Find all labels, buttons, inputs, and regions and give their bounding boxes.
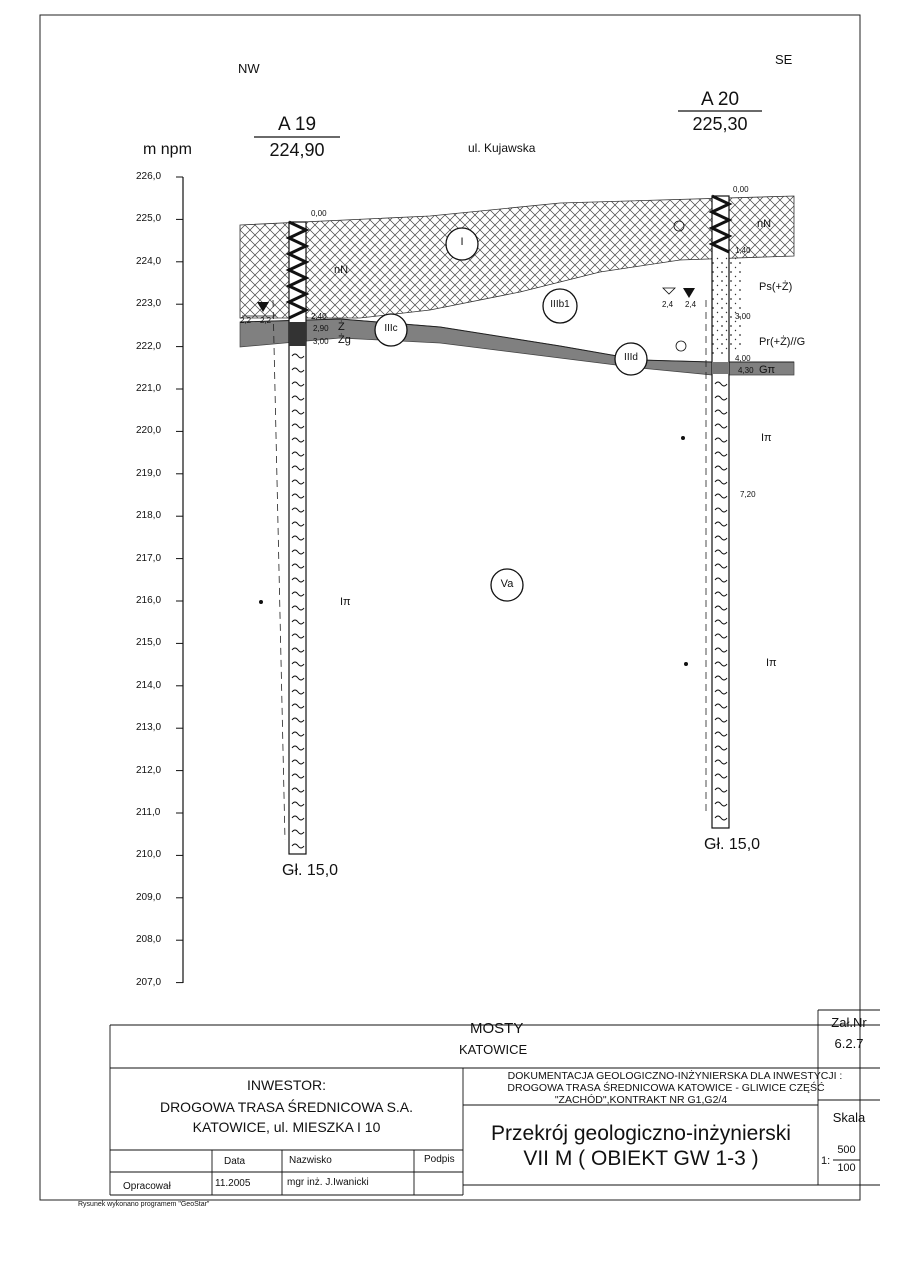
- tb-investor-name: DROGOWA TRASA ŚREDNICOWA S.A.: [159, 1099, 414, 1115]
- street-name: ul. Kujawska: [468, 141, 536, 155]
- a19-soil-Zg: Żg: [338, 334, 351, 346]
- layer-IIIc-label: IIIc: [384, 323, 398, 334]
- tb-scale-prefix: 1:: [821, 1155, 831, 1167]
- layer-IIId-label: IIId: [624, 352, 638, 363]
- tb-col-data: Data: [224, 1156, 246, 1167]
- a20-soil-Ipi-1: Iπ: [761, 432, 772, 444]
- tb-col-name: Nazwisko: [289, 1155, 332, 1166]
- a19-water-1: 2,2: [240, 316, 252, 325]
- a20-soil-Pr: Pr(+Ż)//G: [759, 336, 806, 348]
- a19-depth-2: 2,90: [313, 324, 329, 333]
- orientation-se: SE: [775, 52, 793, 67]
- axis-tick-label: 209,0: [136, 891, 162, 903]
- layer-Va-label: Va: [500, 578, 514, 590]
- axis-tick-label: 208,0: [136, 934, 162, 946]
- axis-tick-label: 222,0: [136, 340, 162, 352]
- tb-investor-label: INWESTOR:: [246, 1077, 327, 1093]
- axis-tick-label: 225,0: [136, 213, 162, 225]
- a19-soil-Z: Ż: [338, 321, 345, 333]
- a20-depth-5: 7,20: [740, 490, 756, 499]
- axis-tick-label: 211,0: [136, 807, 161, 818]
- a20-depth-0: 0,00: [733, 185, 749, 194]
- axis-tick-label: 221,0: [136, 383, 162, 394]
- axis-unit-label: m npm: [143, 141, 192, 158]
- a20-depth-2: 3,00: [735, 312, 751, 321]
- a19-soil-nN: nN: [334, 264, 349, 276]
- a19-depth-1: 2,40: [311, 312, 327, 321]
- tb-sheet-label: Zał.Nr: [831, 1015, 867, 1030]
- axis-tick-label: 216,0: [136, 595, 162, 606]
- a20-depth-1: 1,40: [735, 246, 751, 255]
- borehole-A19-id: A 19: [277, 114, 317, 135]
- a20-soil-Ipi-2: Iπ: [766, 657, 777, 669]
- tb-row-label: Opracował: [123, 1181, 171, 1192]
- axis-tick-label: 219,0: [136, 467, 162, 479]
- a20-depth-4: 4,30: [738, 366, 754, 375]
- tb-city: KATOWICE: [459, 1042, 528, 1057]
- axis-tick-label: 210,0: [136, 849, 162, 861]
- tb-doc-line3: "ZACHÓD",KONTRAKT NR G1,G2/4: [554, 1094, 728, 1106]
- tb-doc-line1: DOKUMENTACJA GEOLOGICZNO-INŻYNIERSKA DLA INWESTYCJI :: [507, 1070, 843, 1082]
- tb-scale-vertical: 100: [837, 1162, 856, 1174]
- axis-tick-label: 220,0: [136, 425, 162, 437]
- a20-soil-nN: nN: [757, 218, 772, 230]
- tb-doc-line2: DROGOWA TRASA ŚREDNICOWA KATOWICE - GLIWICE CZĘŚĆ: [507, 1082, 825, 1094]
- tb-col-sign: Podpis: [424, 1154, 455, 1165]
- layer-I-label: I: [460, 236, 464, 248]
- borehole-A20-elevation: 225,30: [692, 114, 748, 134]
- axis-tick-label: 212,0: [136, 764, 162, 776]
- axis-tick-label: 215,0: [136, 637, 162, 649]
- tb-scale-horizontal: 500: [837, 1144, 856, 1156]
- tb-drawing-title-1: Przekrój geologiczno-inżynierski: [491, 1122, 791, 1145]
- a20-soil-Gpi: Gπ: [759, 364, 776, 376]
- a20-depth-3: 4,00: [735, 354, 751, 363]
- a19-water-2: 2,2: [260, 316, 272, 325]
- tb-project: MOSTY: [470, 1020, 524, 1037]
- axis-tick-label: 218,0: [136, 510, 162, 522]
- a20-water-1: 2,4: [662, 300, 674, 309]
- axis-tick-label: 223,0: [136, 298, 162, 310]
- tb-sheet-no: 6.2.7: [834, 1036, 864, 1051]
- orientation-nw: NW: [238, 61, 260, 76]
- tb-scale-label: Skala: [832, 1110, 866, 1125]
- axis-tick-label: 217,0: [136, 552, 162, 564]
- axis-tick-label: 226,0: [136, 171, 162, 182]
- tb-row-date: 11.2005: [215, 1178, 251, 1189]
- a20-water-2: 2,4: [685, 300, 697, 309]
- layer-IIIb1-label: IIIb1: [550, 299, 570, 310]
- axis-tick-label: 214,0: [136, 679, 162, 691]
- a19-depth-3: 3,00: [313, 337, 329, 346]
- borehole-A19-elevation: 224,90: [269, 140, 325, 160]
- a19-soil-Ipi: Iπ: [340, 596, 351, 608]
- borehole-A20-id: A 20: [700, 89, 740, 110]
- tb-investor-address: KATOWICE, ul. MIESZKA I 10: [192, 1119, 381, 1135]
- tb-drawing-title-2: VII M ( OBIEKT GW 1-3 ): [523, 1147, 759, 1170]
- a19-depth-total: Gł. 15,0: [282, 862, 339, 879]
- axis-tick-label: 213,0: [136, 722, 162, 734]
- axis-tick-label: 207,0: [136, 976, 162, 988]
- footer-note: Rysunek wykonano programem "GeoStar": [78, 1201, 210, 1208]
- tb-row-name: mgr inż. J.Iwanicki: [287, 1177, 369, 1188]
- a20-soil-Ps: Ps(+Ż): [759, 281, 793, 293]
- axis-tick-label: 224,0: [136, 255, 162, 267]
- a19-depth-0: 0,00: [311, 209, 327, 218]
- a20-depth-total: Gł. 15,0: [704, 836, 761, 853]
